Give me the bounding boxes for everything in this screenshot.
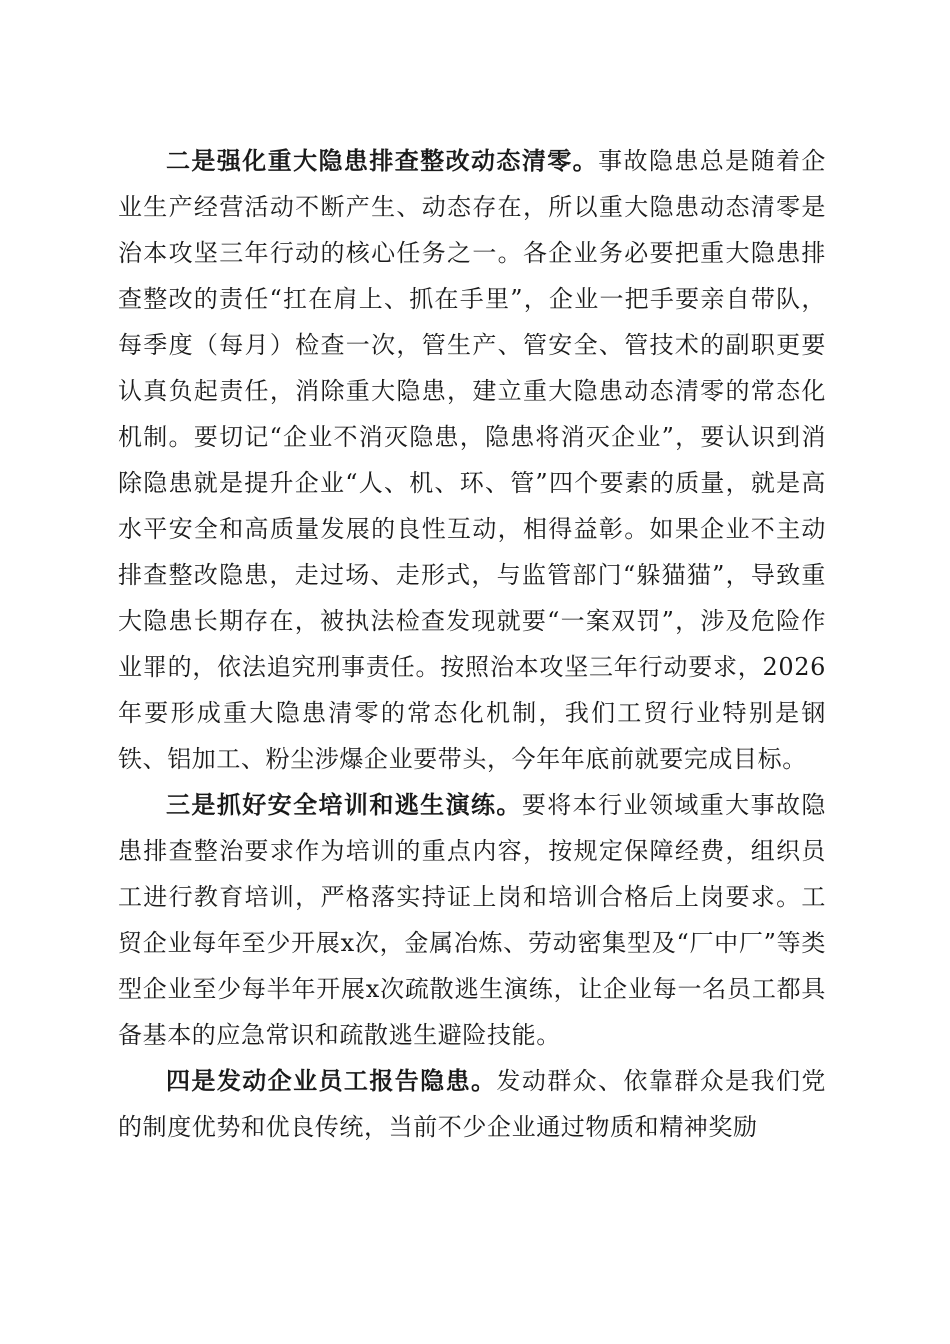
paragraph-text: 事故隐患总是随着企业生产经营活动不断产生、动态存在，所以重大隐患动态清零是治本攻坚三年行动的核心任务之一。各企业务必要把重大隐患排查整改的责任“扛在肩上、抓在手里”，企业一把手要亲自带队，每季度（每月）检查一次，管生产、管安全、管技术的副职更要认真负起责任，消除重大隐患，建立重大隐患动态清零的常态化机制。要切记“企业不消灭隐患，隐患将消灭企业”，要认识到消除隐患就是提升企业“人、机、环、管”四个要素的质量，就是高水平安全和高质量发展的良性互动，相得益彰。如果企业不主动排查整改隐患，走过场、走形式，与监管部门“躲猫猫”，导致重大隐患长期存在，被执法检查发现就要“一案双罚”，涉及危险作业罪的，依法追究刑事责任。按照治本攻坚三年行动要求，2026年要形成重大隐患清零的常态化机制，我们工贸行业特别是钢铁、铝加工、粉尘涉爆企业要带头，今年年底前就要完成目标。: [118, 147, 827, 773]
document-body: [118, 138, 826, 1150]
paragraph-employee-reporting: [118, 1058, 826, 1150]
paragraph-heading: 四是发动企业员工报告隐患。: [166, 1066, 497, 1095]
paragraph-heading: 三是抓好安全培训和逃生演练。: [166, 790, 522, 819]
paragraph-major-hazard-clearance: [118, 138, 826, 782]
paragraph-heading: 二是强化重大隐患排查整改动态清零。: [166, 146, 599, 175]
paragraph-text: 发动群众、依靠群众是我们党的制度优势和优良传统，当前不少企业通过物质和精神奖励: [118, 1067, 826, 1141]
paragraph-safety-training: [118, 782, 826, 1058]
paragraph-text: 要将本行业领域重大事故隐患排查整治要求作为培训的重点内容，按规定保障经费，组织员工进行教育培训，严格落实持证上岗和培训合格后上岗要求。工贸企业每年至少开展x次，金属冶炼、劳动密集型及“厂中厂”等类型企业至少每半年开展x次疏散逃生演练，让企业每一名员工都具备基本的应急常识和疏散逃生避险技能。: [118, 791, 826, 1049]
